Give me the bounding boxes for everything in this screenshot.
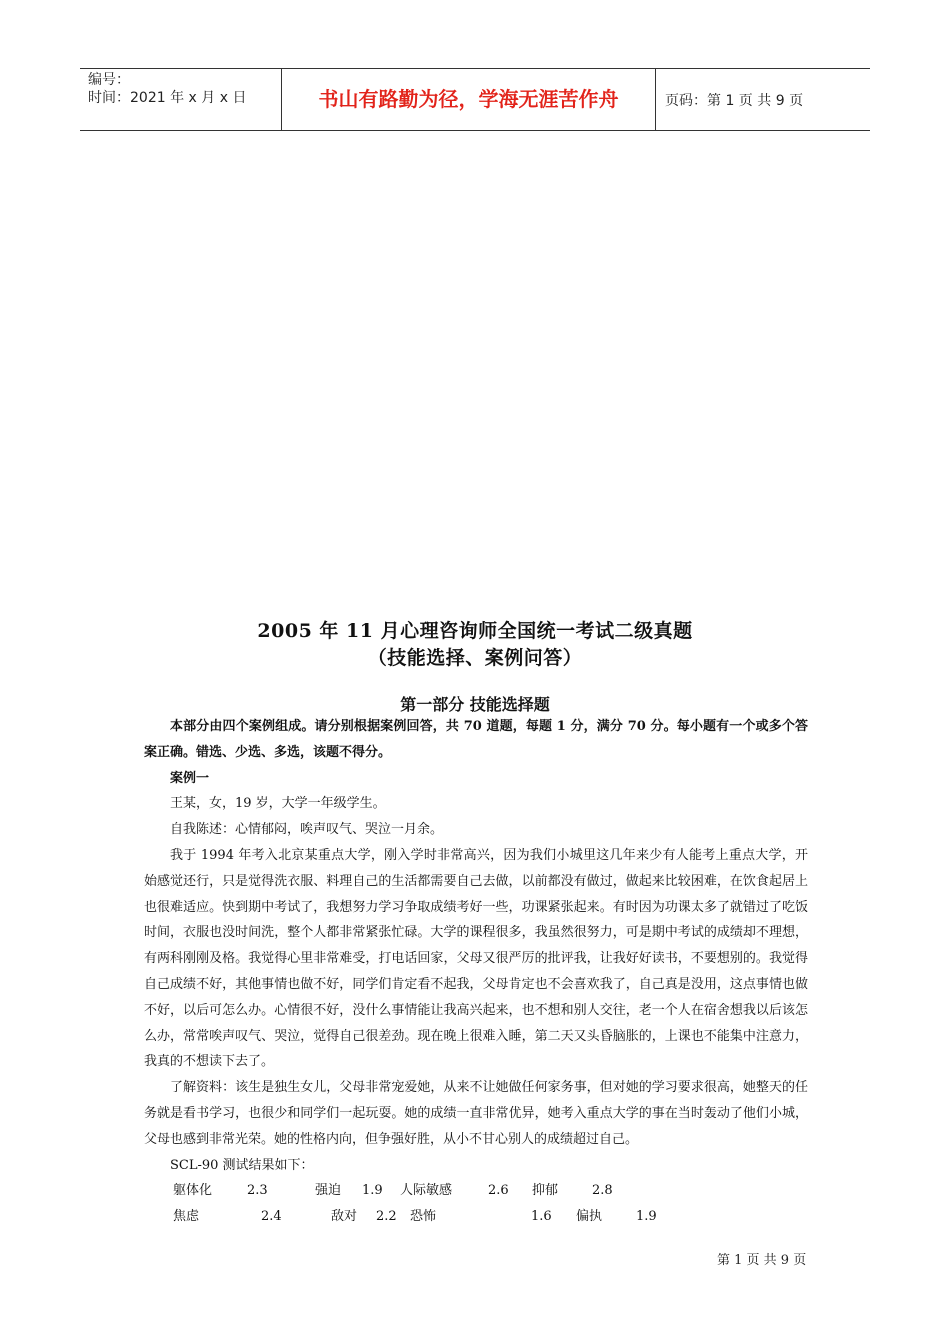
scl-item-value: 1.9 [636, 1209, 657, 1225]
header-code-label: 编号： [88, 72, 130, 88]
background-paragraph: 了解资料：该生是独生女儿，父母非常宠爱她，从来不让她做任何家务事，但对她的学习要求很高，她整天的任务就是看书学习，也很少和同学们一起玩耍。她的成绩一直非常优异，她考入重点大学的事在当时轰动了他们小城，父母也感到非常光荣。她的性格内向，但争强好胜，从小不甘心别人的成绩超过自己。 [144, 1080, 808, 1147]
scl-row-1 [144, 1178, 808, 1204]
scl-results-table [144, 1178, 808, 1230]
scl-item-name: 恐怖 [410, 1209, 437, 1225]
page-header [80, 68, 870, 131]
header-motto: 书山有路勤为径，学海无涯苦作舟 [281, 69, 656, 130]
basic-info-paragraph: 王某，女，19 岁，大学一年级学生。 [170, 796, 386, 812]
scl-item-value: 2.3 [247, 1183, 268, 1199]
page-footer-number: 第 1 页 共 9 页 [717, 1253, 807, 1268]
scl-item-value: 2.2 [376, 1209, 397, 1225]
intro-paragraph: 本部分由四个案例组成。请分别根据案例回答，共 70 道题，每题 1 分，满分 70 分。每小题有一个或多个答案正确。错选、少选、多选，该题不得分。 [144, 719, 808, 760]
document-subtitle: （技能选择、案例问答） [367, 647, 583, 669]
header-left-block [88, 71, 280, 107]
document-title: 2005 年 11 月心理咨询师全国统一考试二级真题 [257, 620, 693, 642]
scl-row-2 [144, 1204, 808, 1230]
scl-item-value: 2.8 [592, 1183, 613, 1199]
scl-item-name: 偏执 [576, 1209, 603, 1225]
scl-item-name: 敌对 [331, 1209, 358, 1225]
header-page-number: 页码：第 1 页 共 9 页 [665, 93, 804, 109]
header-date: 时间：2021 年 x 月 x 日 [88, 90, 247, 106]
scl-item-value: 2.4 [261, 1209, 282, 1225]
self-statement-paragraph: 自我陈述：心情郁闷，唉声叹气、哭泣一月余。 [170, 822, 444, 838]
scl-item-name: 躯体化 [173, 1183, 213, 1199]
scl-item-value: 2.6 [488, 1183, 509, 1199]
case-label: 案例一 [170, 770, 210, 786]
story-paragraph: 我于 1994 年考入北京某重点大学，刚入学时非常高兴，因为我们小城里这几年来少有人能考上重点大学，开始感觉还行，只是觉得洗衣服、料理自己的生活都需要自己去做，以前都没有做过，做起来比较困难，在饮食起居上也很难适应。快到期中考试了，我想努力学习争取成绩考好一些，功课紧张起来。有时因为功课太多了就错过了吃饭时间，衣服也没时间洗，整个人都非常紧张忙碌。大学的课程很多，我虽然很努力，可是期中考试的成绩却不理想，有两科刚刚及格。我觉得心里非常难受，打电话回家，父母又很严厉的批评我，让我好好读书，不要想别的。我觉得自己成绩不好，其他事情也做不好，同学们肯定看不起我，父母肯定也不会喜欢我了，自己真是没用，这点事情也做不好，以后可怎么办。心情很不好，没什么事情能让我高兴起来，也不想和别人交往，老一个人在宿舍想我以后该怎么办，常常唉声叹气、哭泣，觉得自己很差劲。现在晚上很难入睡，第二天又头昏脑胀的，上课也不能集中注意力，我真的不想读下去了。 [144, 847, 808, 1070]
scl-item-name: 人际敏感 [400, 1183, 453, 1199]
document-body [144, 714, 808, 1230]
section-title: 第一部分 技能选择题 [400, 695, 550, 714]
scl-item-name: 焦虑 [173, 1209, 200, 1225]
scl-item-name: 强迫 [315, 1183, 342, 1199]
scl-item-value: 1.6 [531, 1209, 552, 1225]
scl-item-name: 抑郁 [532, 1183, 559, 1199]
scl-heading: SCL-90 测试结果如下： [170, 1157, 314, 1173]
scl-item-value: 1.9 [362, 1183, 383, 1199]
